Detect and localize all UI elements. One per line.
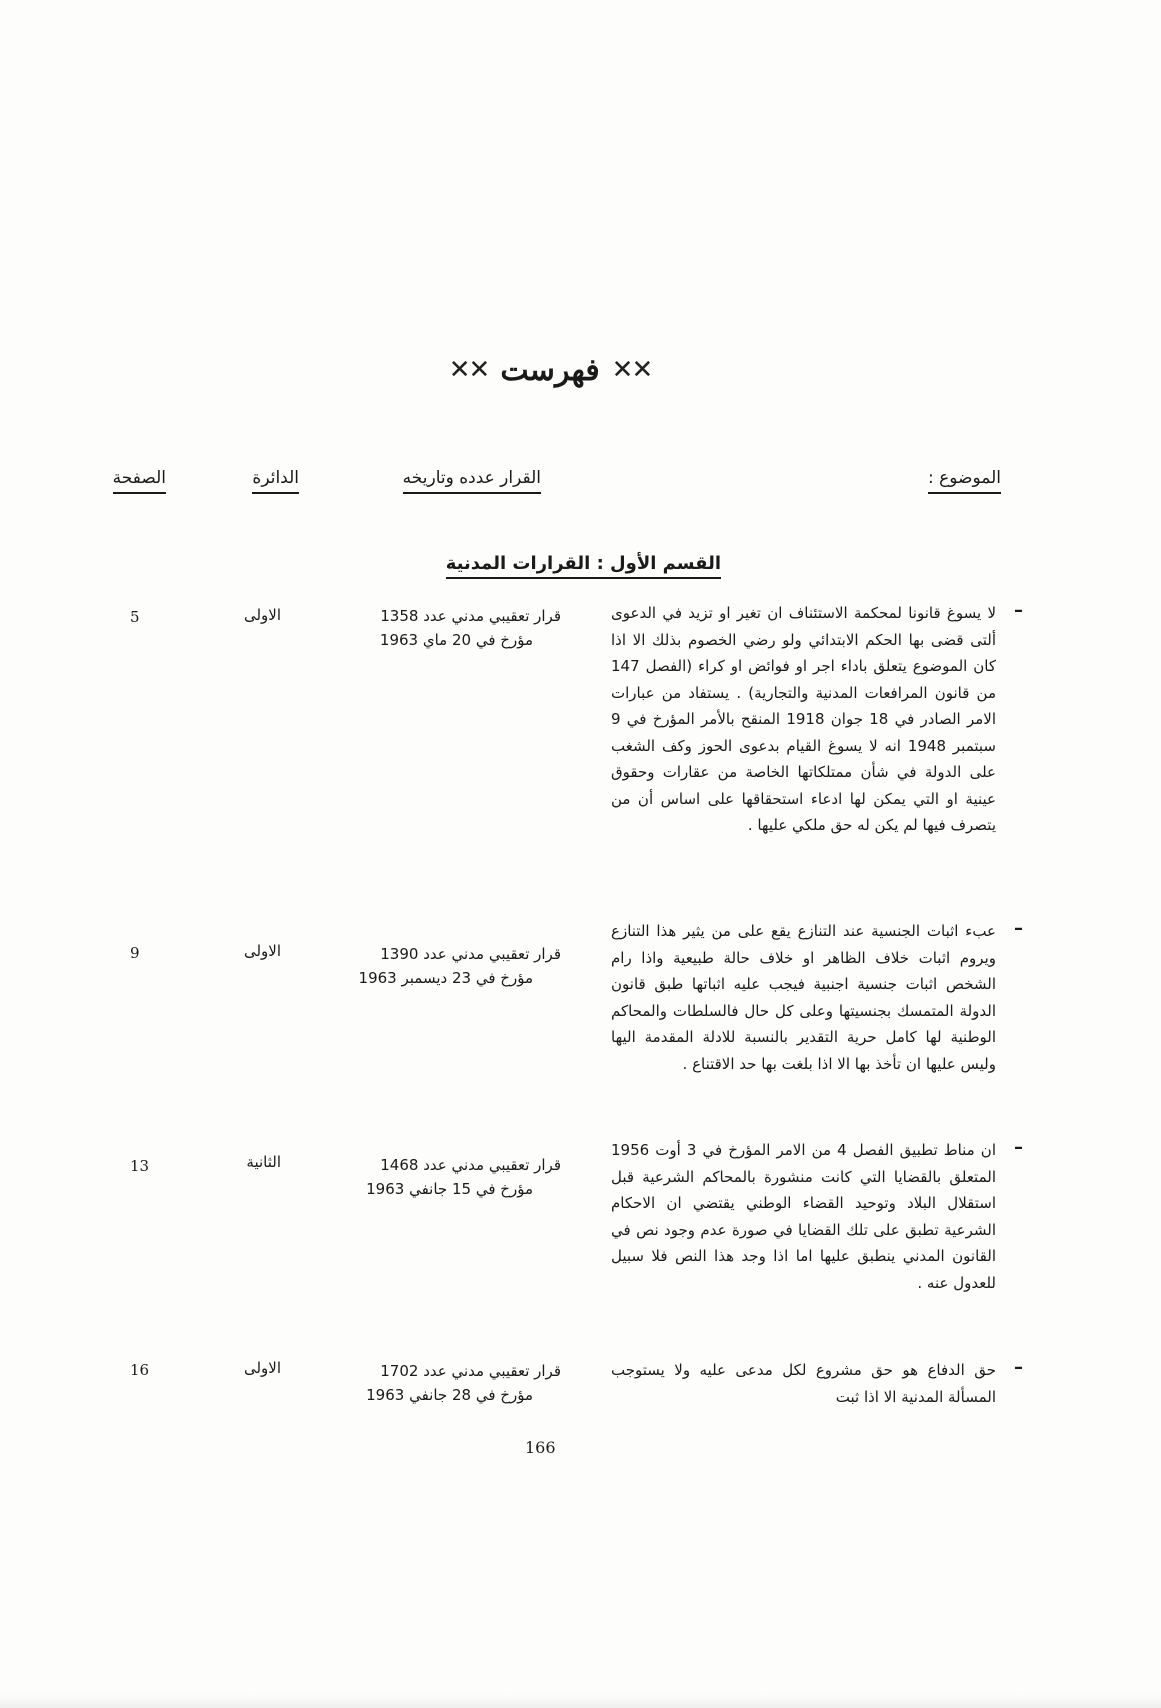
decision-number: قرار تعقيبي مدني عدد 1390 (380, 945, 561, 963)
title-text: فهرست (500, 352, 600, 388)
decision-date: مؤرخ في 20 ماي 1963 (379, 631, 533, 649)
entry-subject: لا يسوغ قانونا لمحكمة الاستئناف ان تغير او تزيد في الدعوى ألتى قضى بها الحكم الابتدائي ولو رضي الخصوم بذلك الا اذا كان الموضوع يتعلق باداء اجر او فوائض او كراء (الفصل 147 من قانون المرافعات المدنية والتجارية) . يستفاد من عبارات الامر الصادر في 18 جوان 1918 المنقح بالأمر المؤرخ في 9 سبتمبر 1948 انه لا يسوغ القيام بدعوى الحوز وكف الشغب على الدولة في شأن ممتلكاتها الخاصة من عقارات وحقوق عينية او التي يمكن لها ادعاء استحقاقها على اساس أن من يتصرف فيها لم يكن له حق ملكي عليها . (611, 604, 997, 834)
page-number: 166 (525, 1438, 556, 1457)
entry-subject: ان مناط تطبيق الفصل 4 من الامر المؤرخ في 3 أوت 1956 المتعلق بالقضايا التي كانت منشورة بالمحاكم الشرعية قبل استقلال البلاد وتوحيد القضاء الوطني يقتضي ان الاحكام الشرعية تطبق على تلك القضايا في صورة عدم وجود نص في القانون المدني ينطبق عليها اما اذا وجد هذا النص فلا سبيل للعدول عنه . (611, 1141, 996, 1292)
entry-circuit: الاولى (243, 942, 281, 960)
entry-page: 13 (130, 1157, 150, 1175)
entry-circuit: الاولى (243, 1359, 281, 1377)
entry-circuit: الاولى (243, 606, 281, 624)
decision-date: مؤرخ في 28 جانفي 1963 (366, 1386, 533, 1404)
decision-date: مؤرخ في 15 جانفي 1963 (366, 1180, 533, 1198)
decision-number: قرار تعقيبي مدني عدد 1468 (380, 1156, 561, 1174)
entry-subject: عبء اثبات الجنسية عند التنازع يقع على من يثير هذا التنازع ويروم اثبات خلاف الظاهر او خلاف حالة طبيعية واذا رام الشخص اثبات جنسية اجنبية فيجب عليه اثباتها طبق قانون الدولة المتمسك بجنسيتها وعلى كل حال فالسلطات والمحاكم الوطنية لها كامل حرية التقدير بالنسبة للادلة المقدمة اليها وليس عليها ان تأخذ بها الا اذا بلغت بها حد الاقتناع . (611, 922, 996, 1073)
decision-date: مؤرخ في 23 ديسمبر 1963 (358, 969, 533, 987)
entry-dash: – (1014, 600, 1023, 621)
header-circuit: الدائرة (252, 468, 299, 494)
decision-number: قرار تعقيبي مدني عدد 1358 (380, 607, 561, 625)
entry-subject: حق الدفاع هو حق مشروع لكل مدعى عليه ولا يستوجب المسألة المدنية الا اذا ثبت (611, 1361, 996, 1406)
entry-circuit: الثانية (246, 1153, 281, 1171)
entry-decision (321, 942, 561, 990)
header-decision: القرار عدده وتاريخه (403, 468, 541, 494)
scan-edge (0, 1694, 1161, 1708)
index-title (380, 340, 720, 400)
title-ornament-left: ✕✕ (448, 355, 489, 385)
entry-dash: – (1014, 1137, 1023, 1158)
entry-page: 16 (130, 1361, 150, 1379)
entry-decision (321, 1359, 561, 1407)
entry-dash: – (1014, 918, 1023, 939)
entry-dash: – (1014, 1357, 1023, 1378)
entry-decision (321, 604, 561, 652)
entry-decision (321, 1153, 561, 1201)
header-page: الصفحة (113, 468, 166, 494)
header-subject: الموضوع : (928, 468, 1001, 494)
section-title: القسم الأول : القرارات المدنية (446, 553, 721, 579)
entry-page: 9 (130, 944, 140, 962)
decision-number: قرار تعقيبي مدني عدد 1702 (380, 1362, 561, 1380)
title-ornament-right: ✕✕ (611, 355, 652, 385)
entry-page: 5 (130, 608, 140, 626)
